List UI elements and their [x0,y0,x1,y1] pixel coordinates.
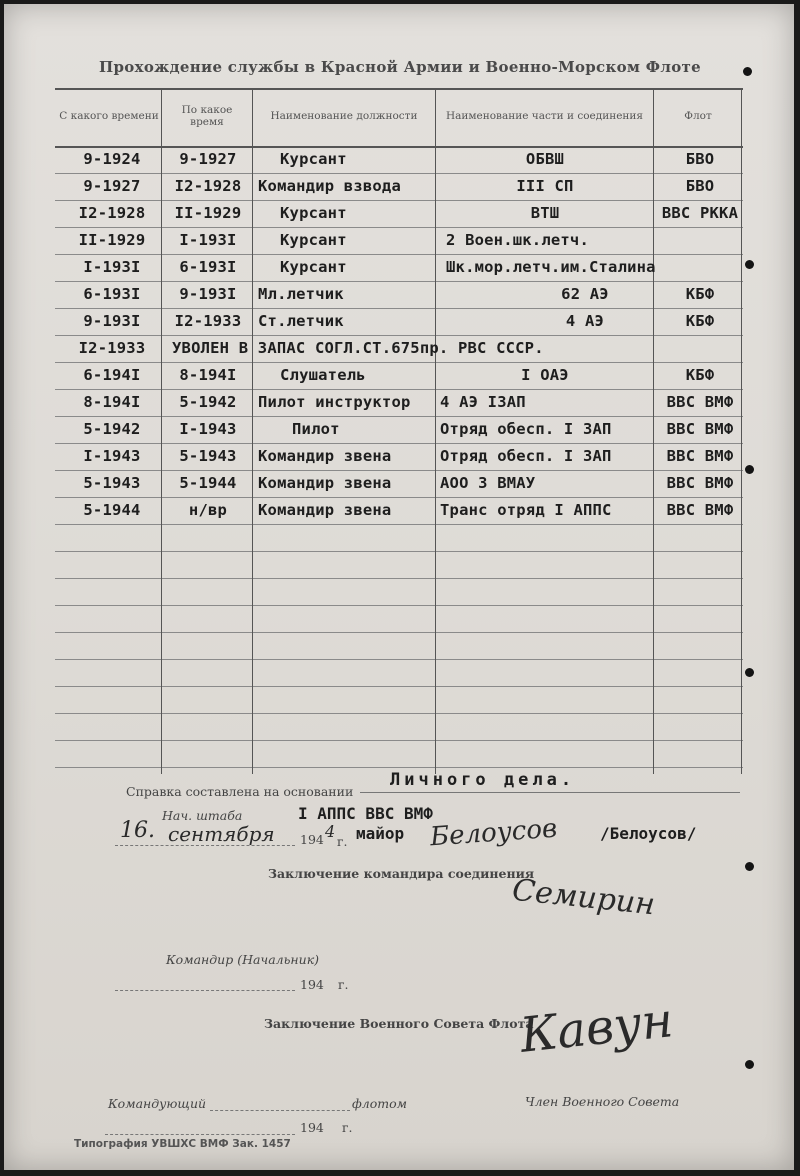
signature-belousov: Белоусов [429,813,559,853]
row-from: 5-1944 [83,501,141,519]
fleet-commander-line [210,1110,350,1111]
row-from: 9-1924 [83,150,141,168]
row-rule [55,686,743,687]
row-to: II-1929 [174,204,242,222]
bottom-year-g: г. [342,1120,353,1135]
fleet-word: флотом [352,1096,408,1111]
row-rule [55,659,743,660]
column-header-to-line1: По какое [181,104,233,116]
binder-hole [743,67,752,76]
row-from: 8-194I [83,393,141,411]
commander-date-line [115,990,295,991]
row-to: 9-193I [179,285,237,303]
bottom-date-line [105,1134,295,1135]
row-position: Командир звена [258,501,392,519]
year-digit: 4 [325,822,336,841]
row-to: I2-1928 [174,177,242,195]
table-top-rule [55,88,743,90]
header-bottom-rule [55,146,743,148]
row-position: Курсант [280,231,347,249]
row-rule [55,767,743,768]
basis-underline [360,792,740,793]
row-fleet: КБФ [685,366,715,384]
row-from: 9-193I [83,312,141,330]
row-discharge-note: УВОЛЕН В ЗАПАС СОГЛ.СТ.675пр. РВС СССР. [172,339,544,357]
row-unit: Отряд обесп. I ЗАП [440,420,612,438]
row-from: 6-193I [83,285,141,303]
row-rule [55,713,743,714]
row-from: I-193I [83,258,141,276]
row-to: I2-1933 [174,312,242,330]
chief-rank: майор [356,824,405,843]
commander-label: Командир (Начальник) [166,952,320,967]
bottom-year: 194 [300,1120,324,1135]
chief-name: /Белоусов/ [600,824,697,843]
basis-label: Справка составлена на основании [126,784,354,799]
row-position: Пилот инструктор [258,393,411,411]
row-to: I-193I [179,231,237,249]
date-month: сентября [168,822,275,846]
row-rule [55,551,743,552]
row-rule [55,227,743,228]
row-rule [55,308,743,309]
document-title: Прохождение службы в Красной Армии и Военно-Морском Флоте [99,58,701,76]
row-unit: I ОАЭ [521,366,569,384]
row-position: Курсант [280,204,347,222]
row-from: 9-1927 [83,177,141,195]
row-fleet: ВВС ВМФ [666,447,734,465]
row-unit: Транс отряд I АППС [440,501,612,519]
row-fleet: БВО [685,150,715,168]
row-unit: 4 АЭ IЗАП [440,393,526,411]
row-to: 5-1943 [179,447,237,465]
signature-council: Кавун [517,992,676,1064]
row-position: Командир звена [258,474,392,492]
row-to: 6-193I [179,258,237,276]
row-position: Курсант [280,150,347,168]
row-unit: Шк.мор.летч.им.Сталина [446,258,656,276]
row-fleet: КБФ [685,285,715,303]
row-to: 5-1942 [179,393,237,411]
row-unit: Отряд обесп. I ЗАП [440,447,612,465]
row-from: II-1929 [78,231,146,249]
date-day: 16. [120,818,155,843]
commander-conclusion-label: Заключение командира соединения [268,866,535,881]
row-rule [55,578,743,579]
row-unit: III СП [516,177,574,195]
row-rule [55,740,743,741]
council-member-label: Член Военного Совета [525,1094,680,1109]
row-position: Командир звена [258,447,392,465]
row-to: 8-194I [179,366,237,384]
row-rule [55,362,743,363]
row-rule [55,605,743,606]
printer-imprint: Типография УВШХС ВМФ Зак. 1457 [74,1138,291,1150]
row-position: Ст.летчик [258,312,344,330]
row-from: I-1943 [83,447,141,465]
row-position: Мл.летчик [258,285,344,303]
row-rule [55,443,743,444]
row-fleet: ВВС ВМФ [666,501,734,519]
column-header-position: Наименование должности [270,110,418,122]
row-from: 5-1942 [83,420,141,438]
row-fleet: ВВС ВМФ [666,420,734,438]
row-position: Слушатель [280,366,366,384]
commander-year: 194 [300,977,324,992]
binder-hole [745,862,754,871]
row-to: 5-1944 [179,474,237,492]
binder-hole [745,465,754,474]
column-header-fleet: Флот [684,110,712,122]
row-rule [55,335,743,336]
row-unit: 4 АЭ [565,312,605,330]
row-unit: 62 АЭ [561,285,609,303]
column-header-from: С какого времени [59,110,159,122]
row-fleet: БВО [685,177,715,195]
fleet-commander-label: Командующий [108,1096,207,1111]
row-rule [55,416,743,417]
row-to: 9-1927 [179,150,237,168]
year-suffix: г. [337,834,348,849]
chief-label: Нач. штаба [162,808,243,823]
column-divider [653,88,654,774]
row-position: Пилот [292,420,340,438]
column-header-unit: Наименование части и соединения [445,110,644,122]
date-underline [115,845,295,846]
basis-value: Личного дела. [390,770,576,790]
row-rule [55,200,743,201]
row-from: 6-194I [83,366,141,384]
row-rule [55,254,743,255]
row-unit: ВТШ [530,204,560,222]
column-divider [252,88,253,774]
row-to: I-1943 [179,420,237,438]
year-prefix: 194 [300,832,324,847]
row-fleet: КБФ [685,312,715,330]
row-unit: 2 Воен.шк.летч. [446,231,589,249]
row-rule [55,173,743,174]
row-rule [55,389,743,390]
row-from: I2-1933 [78,339,146,357]
signature-commander: Семирин [510,872,657,923]
column-header-to-line2: время [190,116,224,128]
row-rule [55,281,743,282]
row-rule [55,470,743,471]
binder-hole [745,1060,754,1069]
row-from: 5-1943 [83,474,141,492]
row-position: Курсант [280,258,347,276]
row-rule [55,632,743,633]
row-rule [55,497,743,498]
binder-hole [745,260,754,269]
row-unit: ОБВШ [525,150,565,168]
binder-hole [745,668,754,677]
row-fleet: ВВС ВМФ [666,393,734,411]
row-rule [55,524,743,525]
row-fleet: ВВС РККА [661,204,739,222]
row-fleet: ВВС ВМФ [666,474,734,492]
row-to: н/вр [188,501,228,519]
column-header-to [162,104,252,128]
council-conclusion-label: Заключение Военного Совета Флота [264,1016,534,1031]
column-divider [435,88,436,774]
row-position: Командир взвода [258,177,401,195]
row-from: I2-1928 [78,204,146,222]
chief-unit: I АППС ВВС ВМФ [298,804,433,823]
row-unit: АОО 3 ВМАУ [440,474,536,492]
commander-year-g: г. [338,977,349,992]
